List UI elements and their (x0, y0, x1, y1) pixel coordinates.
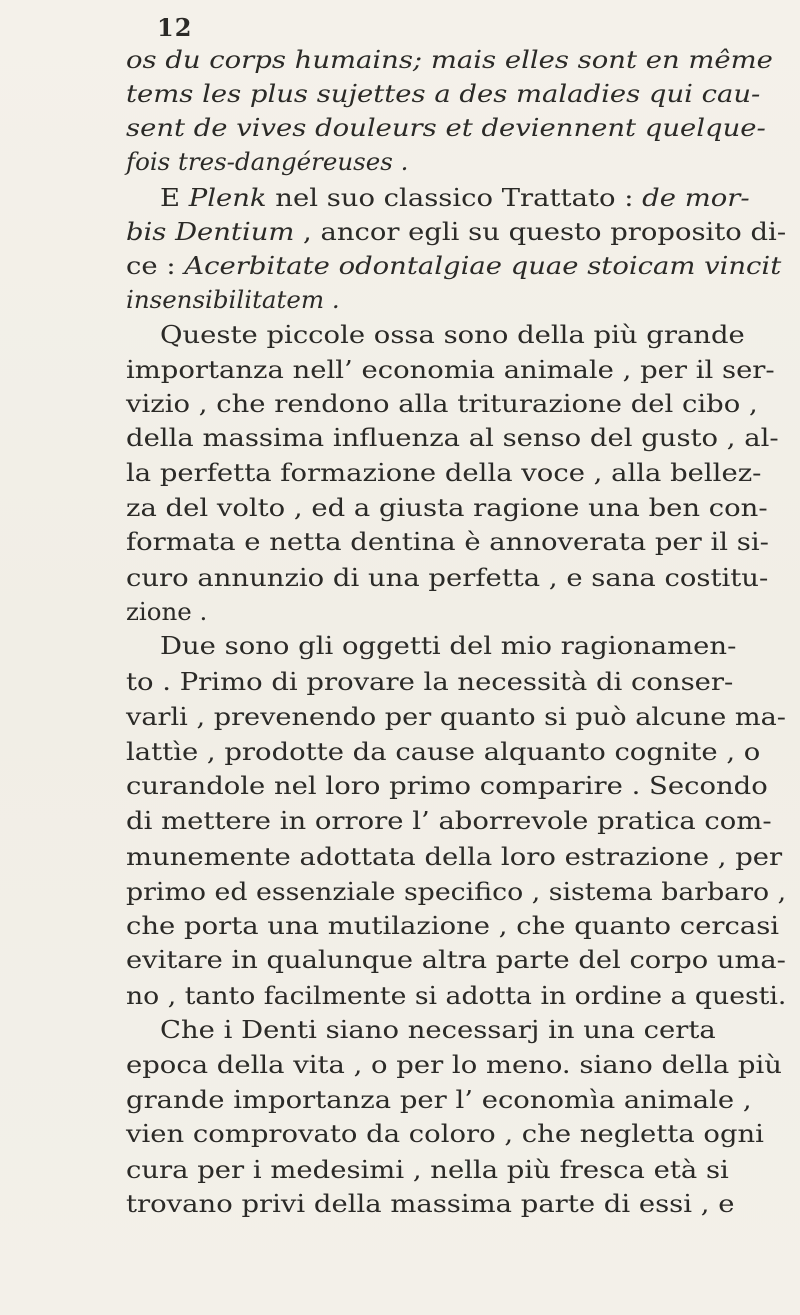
text-line (160, 1015, 716, 1044)
italic-text-run: Plenk (188, 183, 267, 212)
page-number: 12 (157, 13, 193, 42)
text-run: primo ed essenziale specifico , sistema barbaro , (126, 877, 787, 906)
text-line (126, 1189, 735, 1218)
text-run: Queste piccole ossa sono della più grande (160, 320, 745, 349)
text-line (126, 597, 208, 626)
text-run: che porta una mutilazione , che quanto cercasi (126, 911, 780, 940)
text-run: epoca della vita , o per lo meno. siano della più (126, 1050, 782, 1079)
text-line (126, 285, 340, 314)
text-run: zione . (126, 597, 208, 626)
text-line (126, 1050, 782, 1079)
text-line (126, 667, 734, 696)
text-line (126, 423, 779, 452)
text-run: formata e netta dentina è annoverata per il si- (126, 527, 769, 556)
text-run: curandole nel loro primo comparire . Secondo (126, 771, 768, 800)
text-run: no , tanto facilmente si adotta in ordine a questi. (126, 981, 787, 1010)
italic-text-run: sent de vives douleurs et deviennent quelque- (126, 113, 766, 142)
text-line (126, 911, 780, 940)
text-run: munemente adottata della loro estrazione , per (126, 842, 783, 871)
italic-text-run: os du corps humains; mais elles sont en même (126, 45, 773, 74)
text-line (126, 806, 772, 835)
text-run: trovano privi della massima parte di essi , e (126, 1189, 735, 1218)
text-run: della massima influenza al senso del gusto , al- (126, 423, 779, 452)
italic-text-run: de mor- (642, 183, 750, 212)
text-run: di mettere in orrore l’ aborrevole pratica com- (126, 806, 772, 835)
text-run: E (160, 183, 189, 212)
text-line (126, 251, 782, 280)
text-run: curo annunzio di una perfetta , e sana costitu- (126, 563, 769, 592)
italic-text-run: Acerbitate odontalgiae quae stoicam vincit (184, 251, 782, 280)
text-run: evitare in qualunque altra parte del corpo uma- (126, 945, 786, 974)
text-run: cura per i medesimi , nella più fresca età si (126, 1155, 729, 1184)
text-line (126, 527, 769, 556)
text-run: za del volto , ed a giusta ragione una ben con- (126, 493, 768, 522)
text-run: to . Primo di provare la necessità di conser- (126, 667, 734, 696)
text-line (126, 702, 786, 731)
italic-text-run: tems les plus sujettes a des maladies qui cau- (126, 79, 761, 108)
italic-text-run: insensibilitatem . (126, 285, 340, 314)
text-line (126, 355, 775, 384)
text-run: Che i Denti siano necessarj in una certa (160, 1015, 716, 1044)
text-line (126, 45, 773, 74)
text-line (126, 79, 761, 108)
text-run: Due sono gli oggetti del mio ragionamen- (160, 631, 737, 660)
text-run: ce : (126, 251, 185, 280)
text-run: varli , prevenendo per quanto si può alcune ma- (126, 702, 786, 731)
italic-text-run: fois tres-dangéreuses . (126, 147, 409, 176)
text-line (126, 877, 787, 906)
text-line (126, 458, 762, 487)
text-line (126, 217, 787, 246)
text-line (160, 631, 737, 660)
text-line (126, 1085, 752, 1114)
text-line (126, 842, 783, 871)
text-line (160, 320, 745, 349)
text-run: , ancor egli su questo proposito di- (294, 217, 787, 246)
text-line (126, 945, 786, 974)
text-line (126, 771, 768, 800)
text-run: lattìe , prodotte da cause alquanto cognite , o (126, 737, 761, 766)
text-line (126, 389, 758, 418)
text-line (160, 183, 750, 212)
text-run: grande importanza per l’ economìa animale , (126, 1085, 752, 1114)
text-line (126, 981, 787, 1010)
text-run: importanza nell’ economia animale , per il ser- (126, 355, 775, 384)
text-run: vizio , che rendono alla triturazione del cibo , (126, 389, 758, 418)
text-run: la perfetta formazione della voce , alla bellez- (126, 458, 762, 487)
text-line (126, 563, 769, 592)
text-line (126, 147, 409, 176)
text-line (126, 1155, 729, 1184)
text-run: nel suo classico Trattato : (266, 183, 643, 212)
text-line (126, 1119, 764, 1148)
text-line (126, 113, 766, 142)
text-line (126, 737, 761, 766)
italic-text-run: bis Dentium (126, 217, 295, 246)
text-run: vien comprovato da coloro , che negletta ogni (126, 1119, 764, 1148)
text-line (126, 493, 768, 522)
